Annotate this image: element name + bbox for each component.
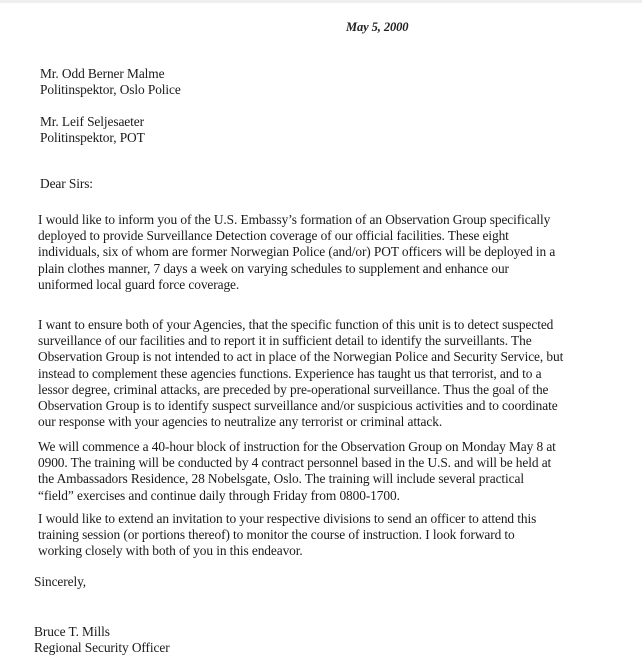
recipient-name: Mr. Leif Seljesaeter bbox=[40, 114, 144, 129]
paragraph-line: Observation Group is to identify suspect surveillance and/or suspicious activities and to coordinate bbox=[38, 398, 558, 414]
paragraph-4 bbox=[38, 511, 638, 560]
paragraph-line: individuals, six of whom are former Norwegian Police (and/or) POT officers will be deployed in a bbox=[38, 244, 556, 260]
paragraph-line: training session (or portions thereof) to monitor the course of instruction. I look forward to bbox=[38, 527, 515, 543]
signer-title: Regional Security Officer bbox=[34, 640, 170, 655]
paragraph-line: plain clothes manner, 7 days a week on varying schedules to supplement and enhance our bbox=[38, 260, 509, 276]
closing: Sincerely, bbox=[34, 574, 87, 589]
paragraph-line: surveillance of our facilities and to report it in sufficient detail to identify the surveillants. The bbox=[38, 333, 532, 349]
paragraph-line: deployed to provide Surveillance Detection coverage of our official facilities. These eight bbox=[38, 228, 509, 244]
paragraph-line: lessor degree, criminal attacks, are preceded by pre-operational surveillance. Thus the goal of the bbox=[38, 381, 549, 397]
paragraph-1 bbox=[38, 212, 638, 293]
paragraph-line: I want to ensure both of your Agencies, that the specific function of this unit is to detect suspected bbox=[38, 317, 554, 332]
salutation: Dear Sirs: bbox=[40, 176, 93, 191]
paragraph-line: I would like to inform you of the U.S. Embassy’s formation of an Observation Group specifically bbox=[38, 212, 551, 227]
paragraph-2 bbox=[38, 317, 638, 430]
paragraph-line: uniformed local guard force coverage. bbox=[38, 276, 240, 292]
paragraph-line: our response with your agencies to neutralize any terrorist or criminal attack. bbox=[38, 414, 443, 430]
paragraph-line: “field” exercises and continue daily through Friday from 0800-1700. bbox=[38, 487, 400, 503]
recipient-title: Politinspektor, POT bbox=[40, 130, 145, 146]
paragraph-line: working closely with both of you in this endeavor. bbox=[38, 543, 303, 559]
recipient-address-2 bbox=[40, 114, 145, 146]
paragraph-line: Observation Group is not intended to act in place of the Norwegian Police and Security Service, but bbox=[38, 349, 564, 365]
paragraph-line: 0900. The training will be conducted by 4 contract personnel based in the U.S. and will be held at bbox=[38, 455, 552, 471]
recipient-address-1 bbox=[40, 66, 181, 98]
paragraph-line: instead to complement these agencies functions. Experience has taught us that terrorist, and to a bbox=[38, 365, 542, 381]
paragraph-line: the Ambassadors Residence, 28 Nobelsgate, Oslo. The training will include several practical bbox=[38, 471, 524, 487]
recipient-name: Mr. Odd Berner Malme bbox=[40, 66, 165, 81]
letter-date: May 5, 2000 bbox=[346, 20, 409, 34]
paragraph-3 bbox=[38, 439, 638, 504]
paragraph-line: I would like to extend an invitation to your respective divisions to send an officer to attend this bbox=[38, 511, 537, 526]
recipient-title: Politinspektor, Oslo Police bbox=[40, 82, 181, 98]
signer-name: Bruce T. Mills bbox=[34, 624, 110, 639]
paragraph-line: We will commence a 40-hour block of instruction for the Observation Group on Monday May 8 at bbox=[38, 439, 556, 454]
